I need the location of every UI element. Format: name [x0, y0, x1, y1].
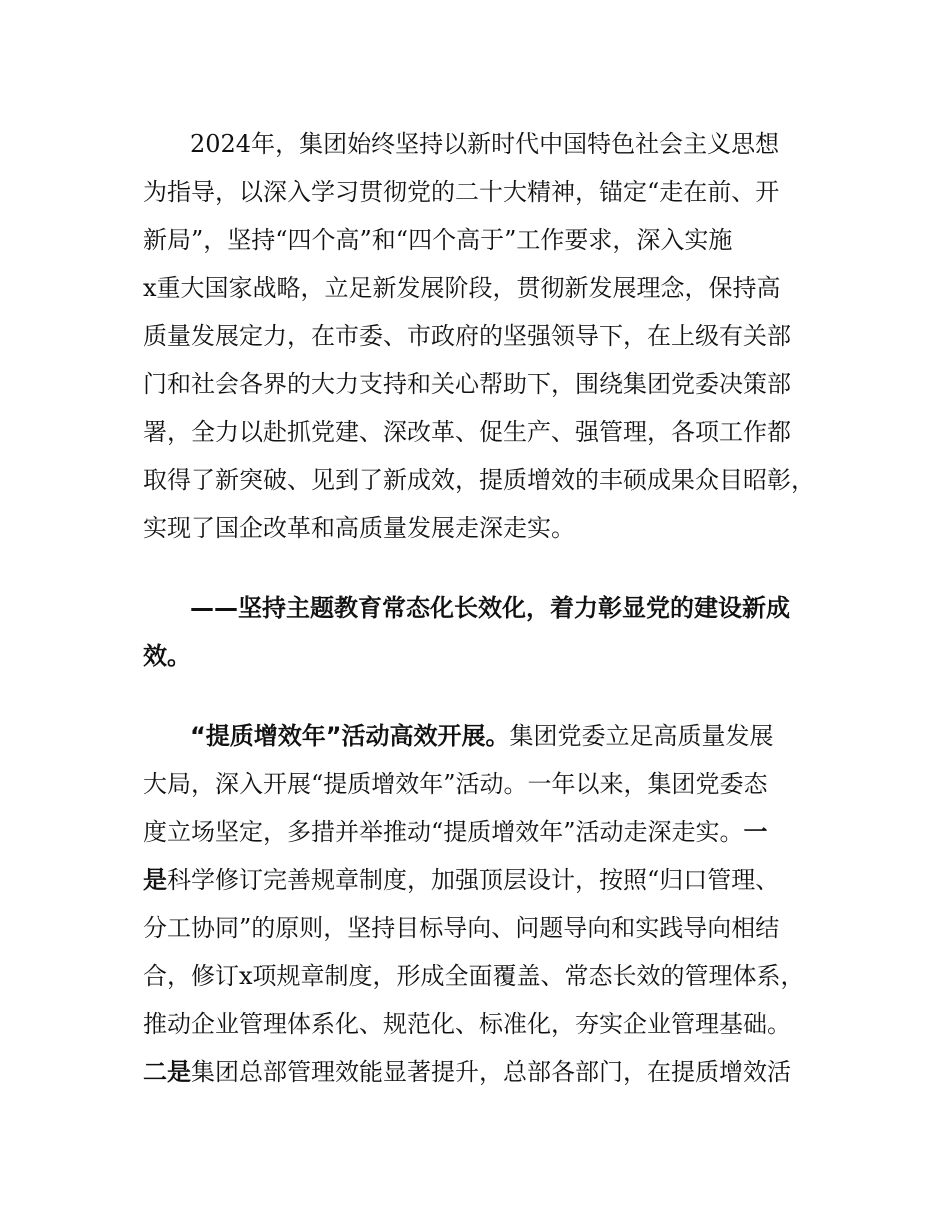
section-heading: ——坚持主题教育常态化长效化，着力彰显党的建设新成 — [190, 594, 790, 622]
paragraph-line: 大局，深入开展“提质增效年”活动。一年以来，集团党委态 — [143, 770, 768, 798]
paragraph-text: 集团党委立足高质量发展 — [509, 722, 774, 750]
subheading: “提质增效年”活动高效开展。 — [190, 722, 510, 750]
paragraph-text: 度立场坚定，多措并举推动“提质增效年”活动走深走实。 — [143, 818, 744, 846]
paragraph-line: 新局”，坚持“四个高”和“四个高于”工作要求，深入实施 — [143, 226, 733, 254]
emphasis: 是 — [143, 866, 167, 894]
paragraph-line: 为指导，以深入学习贯彻党的二十大精神，锚定“走在前、开 — [143, 178, 780, 206]
paragraph-line: 2024年，集团始终坚持以新时代中国特色社会主义思想 — [190, 130, 780, 158]
paragraph-line: 门和社会各界的大力支持和关心帮助下，围绕集团党委决策部 — [143, 370, 791, 398]
paragraph-line — [143, 866, 779, 894]
paragraph-text: 集团总部管理效能显著提升，总部各部门，在提质增效活 — [191, 1058, 791, 1086]
paragraph-line — [190, 722, 774, 750]
paragraph-line: 合，修订x项规章制度，形成全面覆盖、常态长效的管理体系， — [143, 962, 805, 990]
paragraph-line: 实现了国企改革和高质量发展走深走实。 — [143, 514, 575, 542]
paragraph-line: 取得了新突破、见到了新成效，提质增效的丰硕成果众目昭彰， — [143, 466, 815, 494]
section-heading: 效。 — [143, 642, 191, 670]
paragraph-line: 推动企业管理体系化、规范化、标准化，夯实企业管理基础。 — [143, 1010, 791, 1038]
paragraph-line: 分工协同”的原则，坚持目标导向、问题导向和实践导向相结 — [143, 914, 780, 942]
paragraph-line: 质量发展定力，在市委、市政府的坚强领导下，在上级有关部 — [143, 322, 791, 350]
paragraph-line: x重大国家战略，立足新发展阶段，贯彻新发展理念，保持高 — [143, 274, 781, 302]
paragraph-line — [143, 818, 768, 846]
paragraph-line: 署，全力以赴抓党建、深改革、促生产、强管理，各项工作都 — [143, 418, 791, 446]
paragraph-line — [143, 1058, 791, 1086]
paragraph-text: 科学修订完善规章制度，加强顶层设计，按照“归口管理、 — [167, 866, 780, 894]
emphasis: 二是 — [143, 1058, 191, 1086]
emphasis: 一 — [743, 818, 768, 846]
